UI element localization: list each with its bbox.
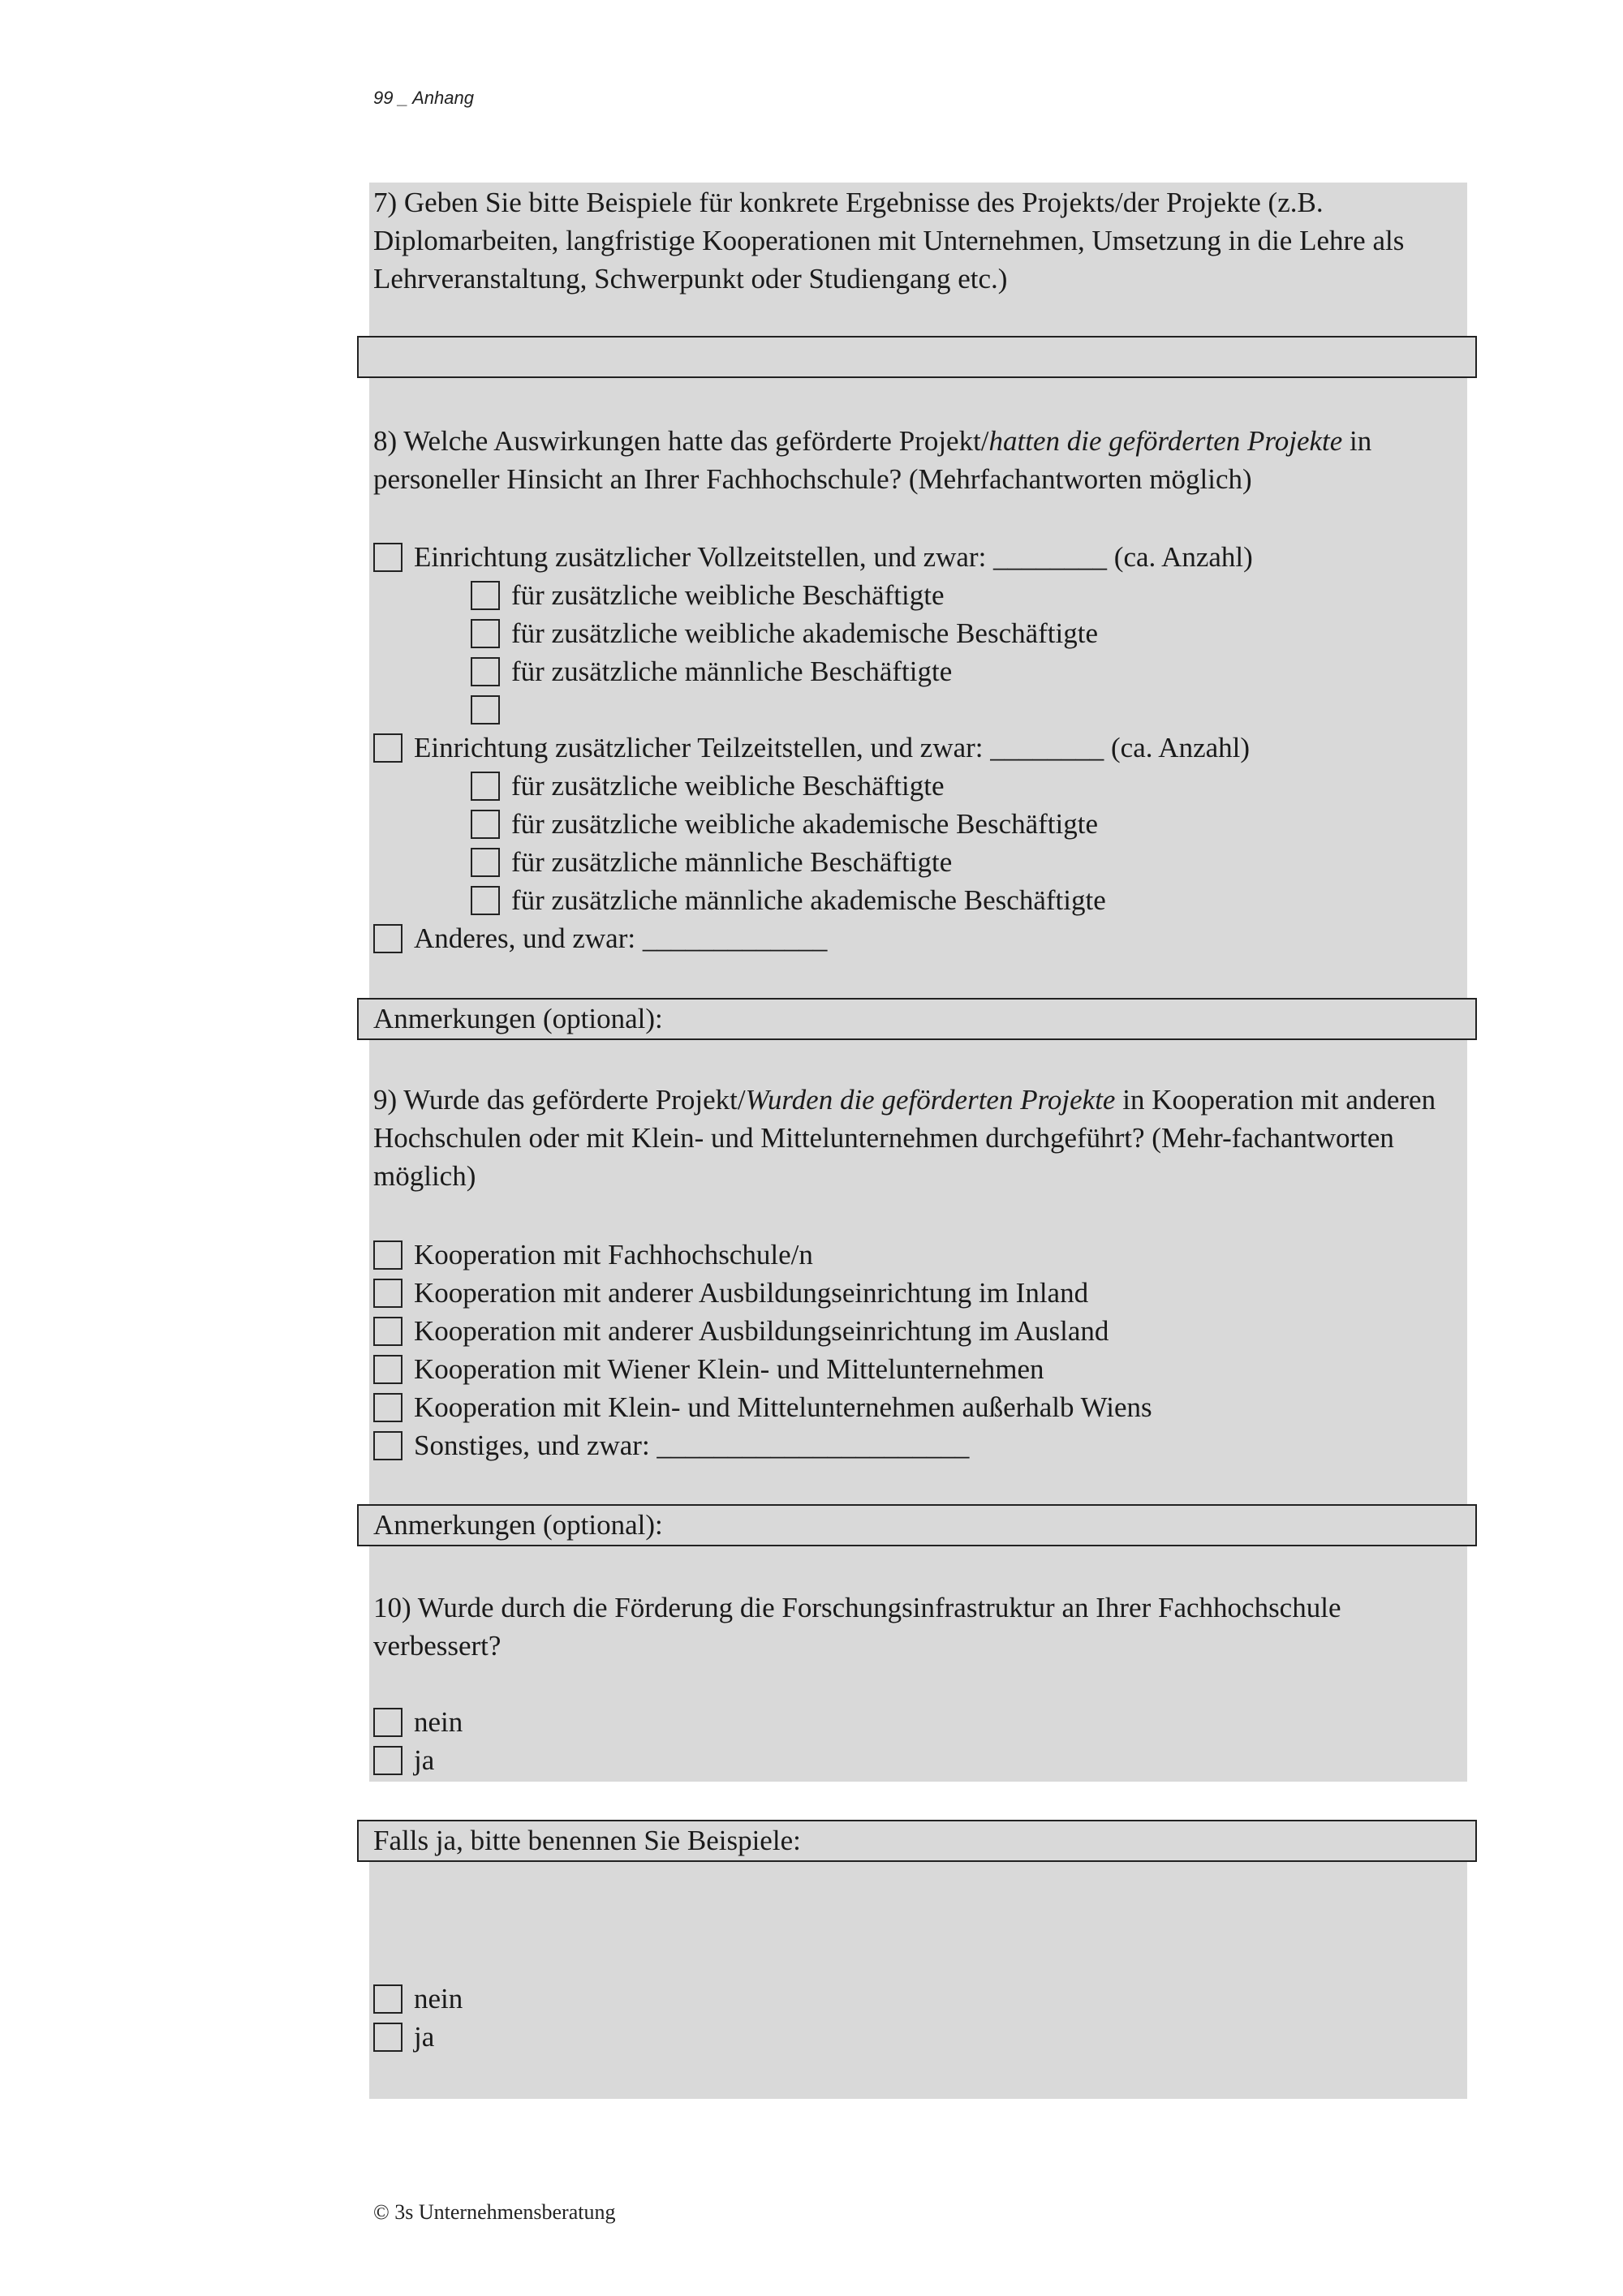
checkbox[interactable]	[373, 1431, 403, 1460]
q8-remarks-box[interactable]: Anmerkungen (optional):	[357, 998, 1477, 1040]
checkbox[interactable]	[373, 1317, 403, 1346]
q8-option-fulltime[interactable]: Einrichtung zusätzlicher Vollzeitstellen, und zwar: ________ (ca. Anzahl)	[373, 538, 1253, 576]
q9-option-2[interactable]: Kooperation mit anderer Ausbildungseinrichtung im Inland	[373, 1274, 1088, 1312]
checkbox[interactable]	[471, 772, 500, 801]
q8-option-fulltime-blank[interactable]	[471, 690, 511, 729]
q9-remarks-box[interactable]: Anmerkungen (optional):	[357, 1504, 1477, 1546]
checkbox[interactable]	[471, 619, 500, 648]
checkbox[interactable]	[373, 1279, 403, 1308]
q9-option-3[interactable]: Kooperation mit anderer Ausbildungseinrichtung im Ausland	[373, 1312, 1109, 1350]
checkbox[interactable]	[373, 1240, 403, 1270]
q7-answer-box[interactable]	[357, 336, 1477, 378]
q8-option-fulltime-female[interactable]: für zusätzliche weibliche Beschäftigte	[471, 576, 945, 614]
q10-examples-box[interactable]: Falls ja, bitte benennen Sie Beispiele:	[357, 1820, 1477, 1862]
checkbox[interactable]	[471, 657, 500, 686]
checkbox[interactable]	[373, 2023, 403, 2052]
q10-option-nein[interactable]: nein	[373, 1703, 463, 1741]
q9-option-5[interactable]: Kooperation mit Klein- und Mittelunternehmen außerhalb Wiens	[373, 1388, 1152, 1426]
checkbox[interactable]	[373, 1746, 403, 1775]
checkbox[interactable]	[373, 1355, 403, 1384]
q10-option-ja[interactable]: ja	[373, 1741, 434, 1779]
page-header: 99 _ Anhang	[373, 88, 474, 108]
q8-option-parttime-female-academic[interactable]: für zusätzliche weibliche akademische Beschäftigte	[471, 805, 1098, 843]
q10-lower-panel	[369, 1862, 1467, 2099]
q10-option-nein-2[interactable]: nein	[373, 1980, 463, 2018]
checkbox[interactable]	[373, 543, 403, 572]
q9-question: 9) Wurde das geförderte Projekt/Wurden die geförderten Projekte in Kooperation mit anderen Hochschulen oder mit Klein- und Mittelunternehmen durchgeführt? (Mehr-fachantworten möglich)	[373, 1084, 1436, 1192]
checkbox[interactable]	[471, 695, 500, 724]
checkbox[interactable]	[373, 733, 403, 763]
q7-question: 7) Geben Sie bitte Beispiele für konkrete Ergebnisse des Projekts/der Projekte (z.B. Diplomarbeiten, langfristige Kooperationen mit Unternehmen, Umsetzung in die Lehre als Lehrveranstaltung, Schwerpunkt oder Studiengang etc.)	[373, 187, 1405, 295]
q10-question: 10) Wurde durch die Förderung die Forschungsinfrastruktur an Ihrer Fachhochschule verbessert?	[373, 1592, 1341, 1662]
q8-option-fulltime-male[interactable]: für zusätzliche männliche Beschäftigte	[471, 652, 952, 690]
checkbox[interactable]	[471, 886, 500, 915]
checkbox[interactable]	[471, 581, 500, 610]
q8-option-parttime-female[interactable]: für zusätzliche weibliche Beschäftigte	[471, 767, 945, 805]
checkbox[interactable]	[471, 848, 500, 877]
q9-option-6[interactable]: Sonstiges, und zwar: ______________________	[373, 1426, 969, 1464]
q8-option-parttime-male-academic[interactable]: für zusätzliche männliche akademische Beschäftigte	[471, 881, 1106, 919]
q8-option-fulltime-female-academic[interactable]: für zusätzliche weibliche akademische Beschäftigte	[471, 614, 1098, 652]
q9-question-italic: Wurden die geförderten Projekte	[745, 1084, 1116, 1116]
q8-question-italic: hatten die geförderten Projekte	[988, 425, 1343, 457]
q9-option-1[interactable]: Kooperation mit Fachhochschule/n	[373, 1236, 813, 1274]
q10-option-ja-2[interactable]: ja	[373, 2018, 434, 2056]
page-footer: © 3s Unternehmensberatung	[373, 2200, 616, 2224]
q8-option-parttime-male[interactable]: für zusätzliche männliche Beschäftigte	[471, 843, 952, 881]
q9-option-4[interactable]: Kooperation mit Wiener Klein- und Mittelunternehmen	[373, 1350, 1044, 1388]
checkbox[interactable]	[373, 924, 403, 953]
checkbox[interactable]	[373, 1984, 403, 2014]
q8-question: 8) Welche Auswirkungen hatte das geförderte Projekt/hatten die geförderten Projekte in personeller Hinsicht an Ihrer Fachhochschule? (Mehrfachantworten möglich)	[373, 425, 1372, 495]
q8-option-parttime[interactable]: Einrichtung zusätzlicher Teilzeitstellen, und zwar: ________ (ca. Anzahl)	[373, 729, 1250, 767]
checkbox[interactable]	[471, 810, 500, 839]
q8-option-other[interactable]: Anderes, und zwar: _____________	[373, 919, 827, 957]
checkbox[interactable]	[373, 1393, 403, 1422]
checkbox[interactable]	[373, 1708, 403, 1737]
